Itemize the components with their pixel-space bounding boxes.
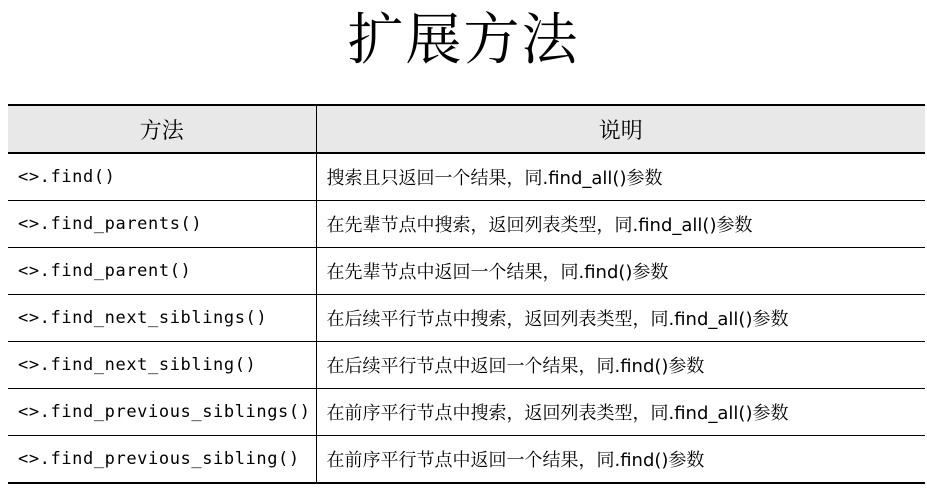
description-cell: 在前序平行节点中搜索，返回列表类型，同.find_all()参数 — [316, 389, 925, 436]
method-cell: <>.find_next_sibling() — [8, 342, 316, 389]
description-cell: 搜索且只返回一个结果，同.find_all()参数 — [316, 153, 925, 201]
table-row — [8, 153, 925, 201]
description-cell: 在先辈节点中搜索，返回列表类型，同.find_all()参数 — [316, 201, 925, 248]
table-row — [8, 389, 925, 436]
method-cell: <>.find_next_siblings() — [8, 295, 316, 342]
description-column-header: 说明 — [316, 105, 925, 153]
description-cell: 在后续平行节点中搜索，返回列表类型，同.find_all()参数 — [316, 295, 925, 342]
table-row — [8, 295, 925, 342]
table-row — [8, 342, 925, 389]
method-column-header: 方法 — [8, 105, 316, 153]
description-cell: 在先辈节点中返回一个结果，同.find()参数 — [316, 248, 925, 295]
method-cell: <>.find_previous_sibling() — [8, 436, 316, 484]
method-cell: <>.find_parent() — [8, 248, 316, 295]
method-cell: <>.find() — [8, 153, 316, 201]
page-title: 扩展方法 — [347, 8, 580, 73]
table-row — [8, 248, 925, 295]
methods-table — [8, 104, 925, 484]
method-cell: <>.find_parents() — [8, 201, 316, 248]
table-header-row — [8, 105, 925, 153]
table-row — [8, 201, 925, 248]
table-row — [8, 436, 925, 484]
method-cell: <>.find_previous_siblings() — [8, 389, 316, 436]
description-cell: 在后续平行节点中返回一个结果，同.find()参数 — [316, 342, 925, 389]
description-cell: 在前序平行节点中返回一个结果，同.find()参数 — [316, 436, 925, 484]
